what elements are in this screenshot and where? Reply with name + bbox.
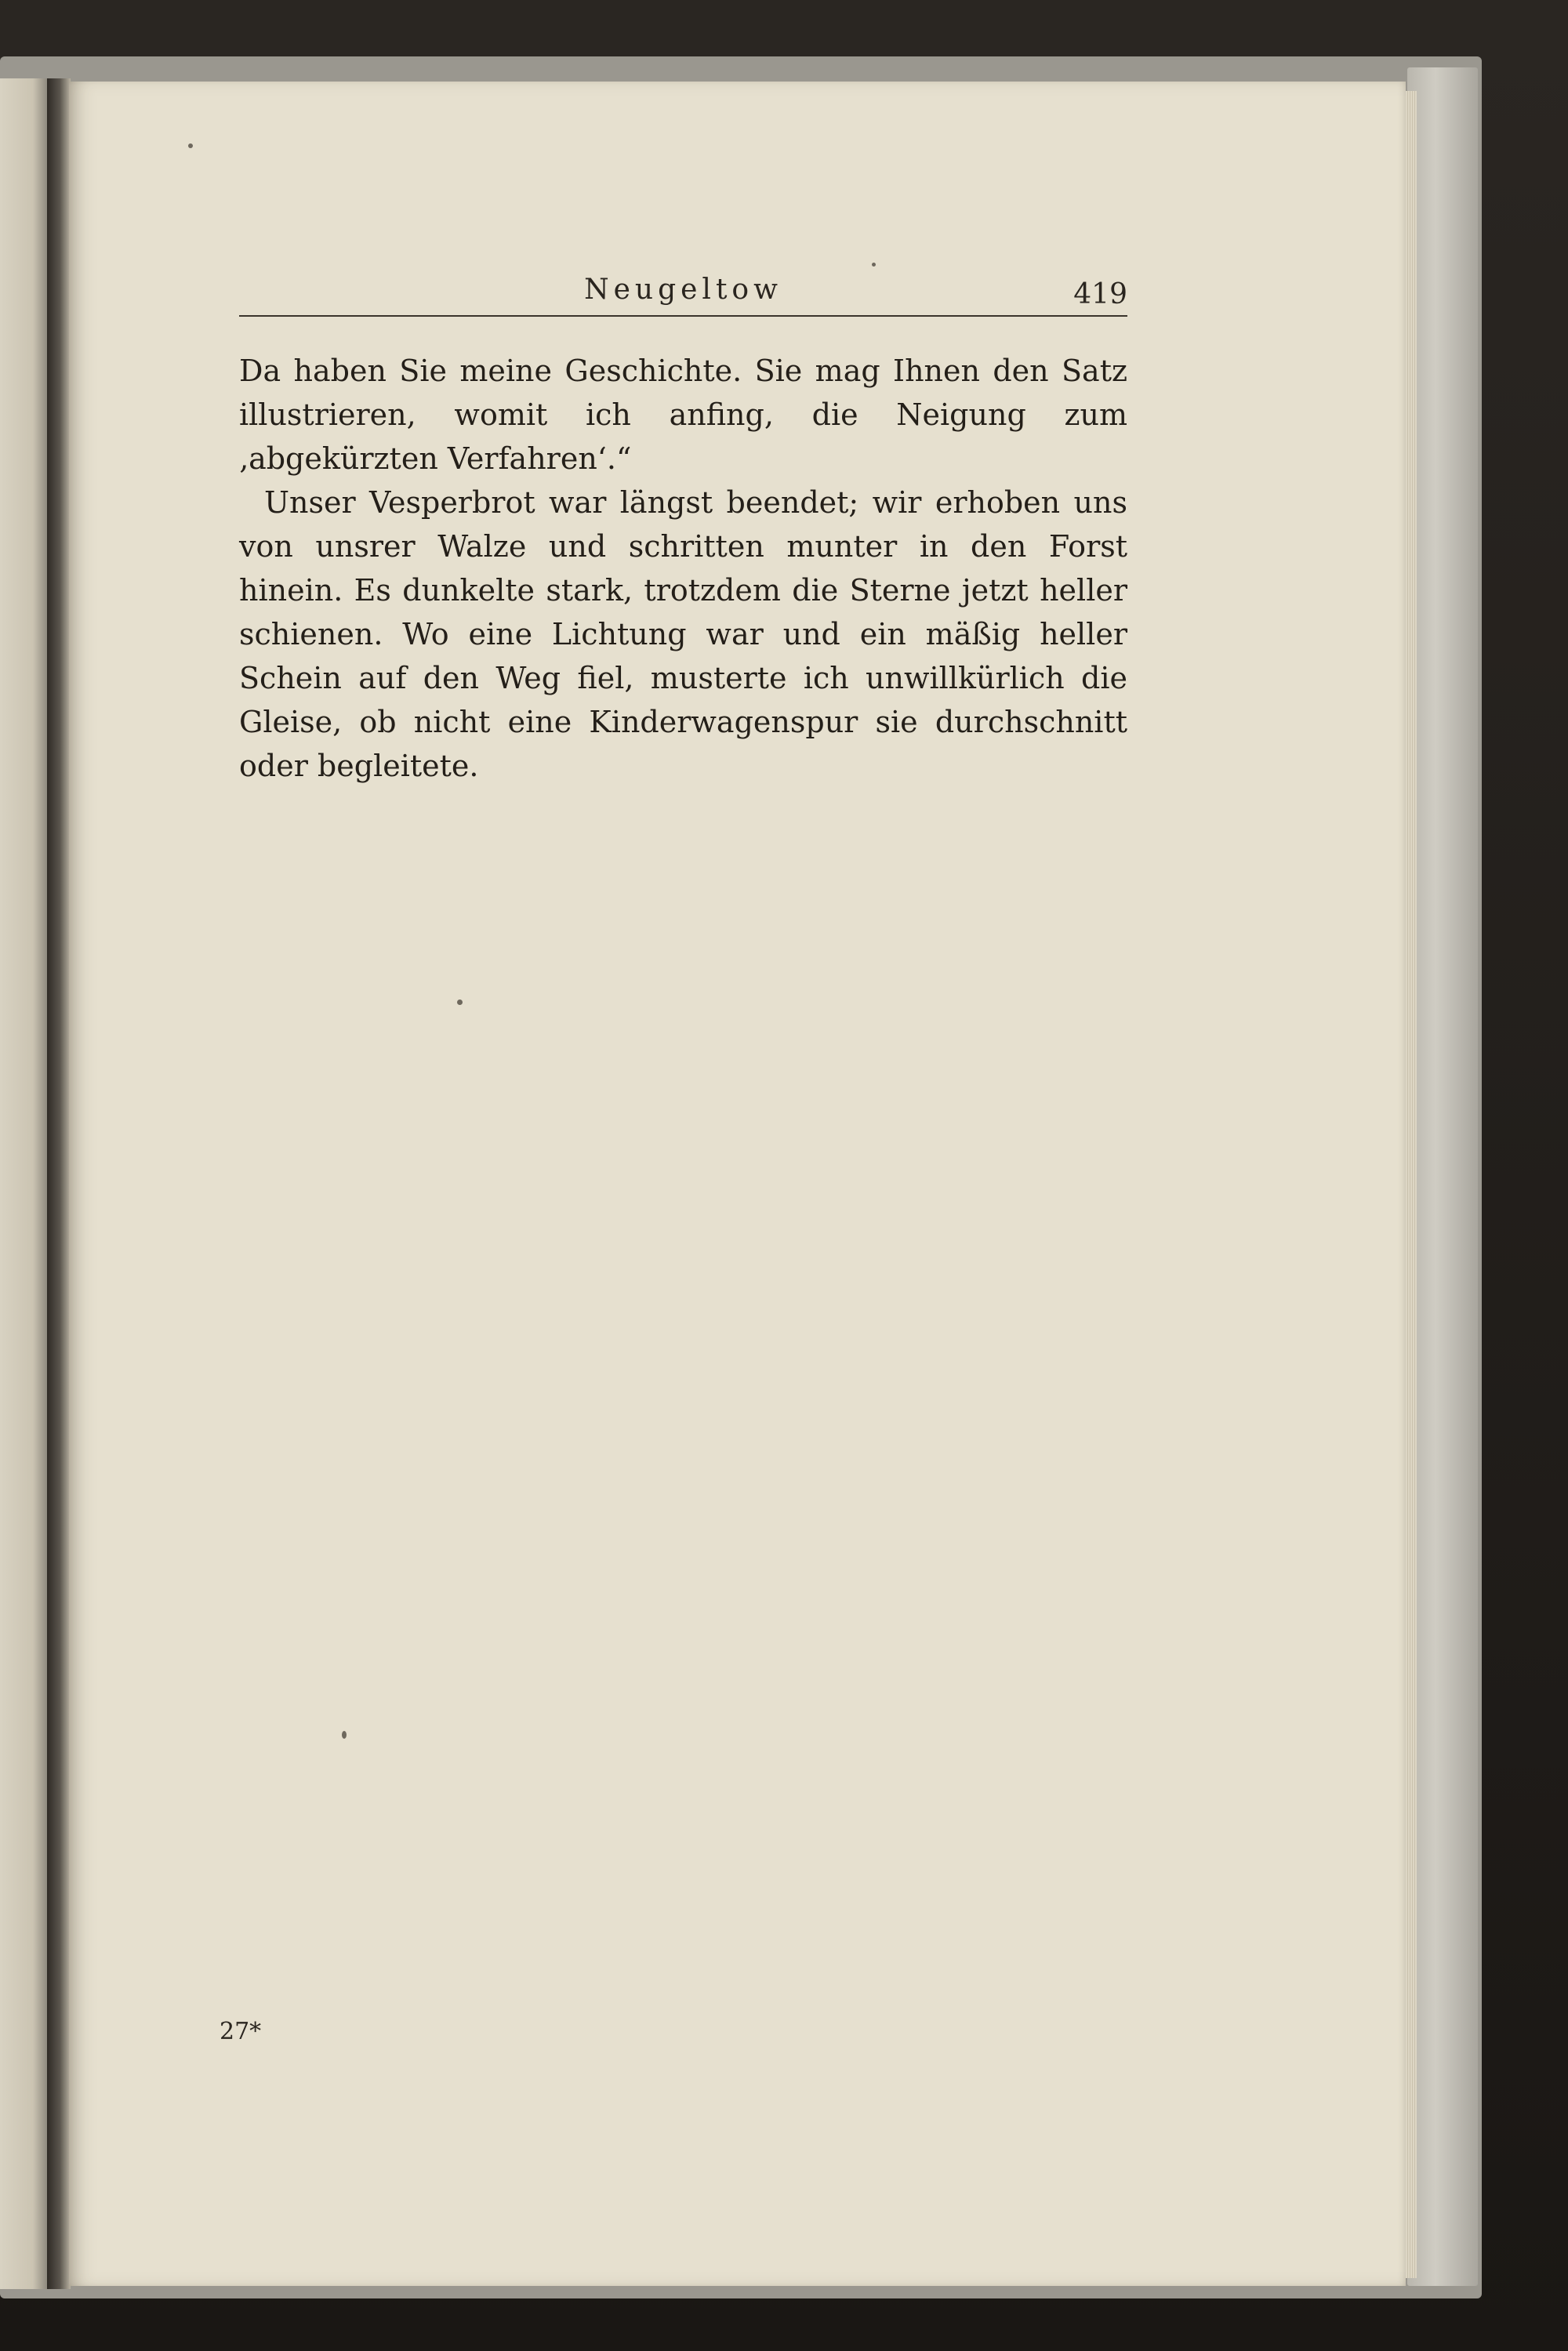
- printer-signature: 27*: [220, 2018, 262, 2045]
- paper-speck: [342, 1731, 347, 1739]
- paper-speck: [188, 143, 193, 148]
- paper-speck: [457, 1000, 463, 1005]
- paper-speck: [872, 263, 876, 267]
- page-block-edge: [1406, 91, 1417, 2278]
- body-text: [239, 349, 1127, 788]
- paragraph: Da haben Sie meine Geschichte. Sie mag Ihnen den Satz illustrieren, womit ich anfing, die Neigung zum ‚abgekürzten Verfahren‘.“: [239, 354, 1127, 476]
- book-gutter: [47, 78, 71, 2289]
- page-number: 419: [1073, 278, 1127, 310]
- cover-edge: [1407, 67, 1478, 2286]
- facing-page-edge: [0, 78, 47, 2289]
- running-head: [239, 270, 1127, 314]
- header-rule: [239, 315, 1127, 317]
- running-title: Neugeltow: [584, 274, 782, 306]
- paragraph: Unser Vesperbrot war längst beendet; wir erhoben uns von unsrer Walze und schritten munter in den Forst hinein. Es dunkelte stark, trotzdem die Sterne jetzt heller schienen. Wo eine Lichtung war und ein mäßig heller Schein auf den Weg fiel, musterte ich unwillkürlich die Gleise, ob nicht eine Kinderwagenspur sie durchschnitt oder begleitete.: [239, 485, 1127, 783]
